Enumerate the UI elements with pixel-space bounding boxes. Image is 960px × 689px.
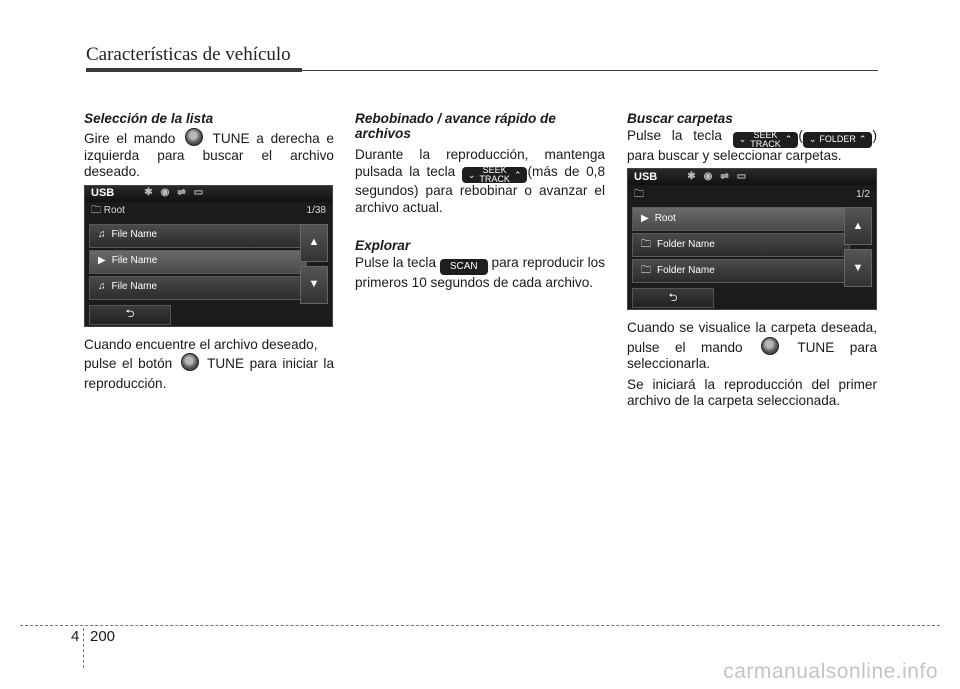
battery-icon: ▭ — [193, 187, 204, 199]
paragraph-folders-3: Se iniciará la reproducción del primer archivo de la carpeta seleccionada. — [627, 376, 877, 408]
paragraph-explore — [355, 255, 605, 291]
header-rule-thick — [86, 68, 302, 72]
chevron-down-icon: ⌄ — [738, 134, 747, 144]
text-fragment: pulse el botón — [84, 356, 173, 371]
seek-track-key — [462, 167, 528, 183]
text-fragment: Pulse la tecla — [627, 128, 722, 143]
folder-icon: 🗀 — [634, 188, 644, 200]
screen-topbar — [85, 186, 332, 202]
file-name: File Name — [111, 229, 158, 241]
play-icon: ▶ — [98, 255, 106, 267]
paragraph-list-3 — [84, 353, 334, 394]
tune-knob-icon — [181, 353, 199, 371]
folder-row[interactable] — [632, 259, 850, 283]
section-heading-folders: Buscar carpetas — [627, 111, 733, 126]
text-fragment: (más de 0,8 segundos) para rebobinar o avanzar el archivo actual. — [355, 163, 606, 215]
text-fragment: Durante la reproducción, mantenga pulsada la tecla — [355, 147, 605, 179]
column-1 — [84, 111, 334, 398]
text-fragment: TUNE para seleccionarla. — [627, 339, 877, 371]
disc-icon: ◉ — [160, 187, 170, 199]
bluetooth-icon: ✱ — [687, 170, 696, 182]
text-fragment: TUNE para iniciar la reproducción. — [84, 356, 334, 391]
chevron-down-icon: ⌄ — [808, 134, 817, 144]
source-label: USB — [91, 187, 115, 200]
play-icon: ▶ — [641, 212, 649, 224]
section-heading-rewind: Rebobinado / avance rápido de archivos — [355, 111, 556, 141]
file-name: File Name — [111, 281, 158, 293]
folder-counter: 1/2 — [856, 188, 870, 200]
section-heading-list: Selección de la lista — [84, 111, 214, 126]
status-icons — [144, 185, 203, 202]
header-rule-thin — [302, 70, 878, 71]
usb-icon: ⇌ — [177, 187, 186, 199]
folder-icon: 🗀 — [641, 264, 651, 276]
folder-row[interactable] — [632, 233, 850, 257]
tune-knob-icon — [761, 337, 779, 355]
file-row[interactable] — [89, 224, 307, 248]
folder-name: Root — [654, 212, 676, 224]
text-fragment: TUNE a derecha e izquierda para buscar el archivo deseado. — [84, 131, 334, 179]
text-fragment: Gire el mando — [84, 131, 176, 146]
text-fragment: Cuando se visualice la carpeta deseada, pulse el mando — [627, 320, 877, 355]
scroll-down-button[interactable]: ▼ — [844, 249, 872, 287]
text-fragment: para buscar y seleccionar carpetas. — [627, 147, 842, 163]
usb-folder-list-screen — [627, 168, 877, 310]
text-fragment: para reproducir los primeros 10 segundos de cada archivo. — [355, 255, 605, 290]
folder-name: Root — [103, 205, 125, 217]
scroll-up-button[interactable]: ▲ — [844, 207, 872, 245]
page-header-title: Características de vehículo — [86, 44, 291, 65]
folder-icon: 🗀 — [641, 238, 651, 250]
paragraph-folders-1 — [627, 128, 877, 164]
paragraph-list-1 — [84, 128, 334, 181]
file-counter: 1/38 — [306, 205, 326, 217]
disc-icon: ◉ — [703, 170, 713, 182]
page-number: 200 — [90, 628, 116, 645]
file-row-selected[interactable] — [89, 250, 307, 274]
seek-track-key — [733, 129, 799, 149]
music-note-icon: ♫ — [98, 229, 106, 241]
key-label: TRACK — [479, 174, 510, 184]
battery-icon: ▭ — [736, 170, 747, 182]
file-name: File Name — [111, 255, 158, 267]
paragraph-folders-2 — [627, 320, 877, 373]
key-label: TRACK — [750, 138, 781, 149]
chapter-number: 4 — [71, 628, 80, 645]
bluetooth-icon: ✱ — [144, 187, 153, 199]
column-2 — [355, 111, 605, 295]
footer-rule — [20, 625, 940, 626]
key-label: SEEK — [482, 165, 507, 175]
screen-topbar — [628, 169, 876, 185]
text-fragment: Pulse la tecla — [355, 255, 436, 270]
folder-name: Folder Name — [657, 264, 715, 276]
back-button[interactable]: ⮌ — [632, 288, 714, 308]
paragraph-list-2: Cuando encuentre el archivo deseado, — [84, 336, 318, 352]
folder-key — [803, 132, 873, 148]
chevron-up-icon: ⌃ — [858, 134, 867, 144]
chevron-up-icon: ⌃ — [784, 134, 793, 144]
folder-row-selected[interactable] — [632, 207, 850, 231]
path-row — [628, 185, 876, 205]
chevron-down-icon: ⌄ — [467, 169, 476, 180]
watermark: carmanualsonline.info — [723, 660, 938, 683]
footer-divider — [83, 628, 84, 668]
paragraph-rewind — [355, 147, 605, 216]
path-row — [85, 202, 332, 222]
scroll-up-button[interactable]: ▲ — [300, 224, 328, 262]
scroll-down-button[interactable]: ▼ — [300, 266, 328, 304]
key-label: FOLDER — [819, 134, 856, 144]
file-row[interactable] — [89, 276, 307, 300]
source-label: USB — [634, 170, 658, 183]
text-fragment: ) — [872, 128, 877, 143]
section-heading-explore: Explorar — [355, 238, 411, 253]
usb-file-list-screen — [84, 185, 333, 327]
folder-name: Folder Name — [657, 238, 715, 250]
status-icons — [687, 169, 746, 186]
column-3 — [627, 111, 877, 414]
scan-key — [440, 259, 488, 275]
key-label: SEEK — [753, 129, 778, 140]
usb-icon: ⇌ — [720, 170, 729, 182]
chevron-up-icon: ⌃ — [513, 169, 522, 180]
text-fragment: ( — [798, 128, 803, 143]
tune-knob-icon — [185, 128, 203, 146]
key-label: SCAN — [449, 261, 478, 272]
back-button[interactable]: ⮌ — [89, 305, 171, 325]
music-note-icon: ♫ — [98, 281, 106, 293]
folder-icon: 🗀 — [91, 205, 101, 217]
